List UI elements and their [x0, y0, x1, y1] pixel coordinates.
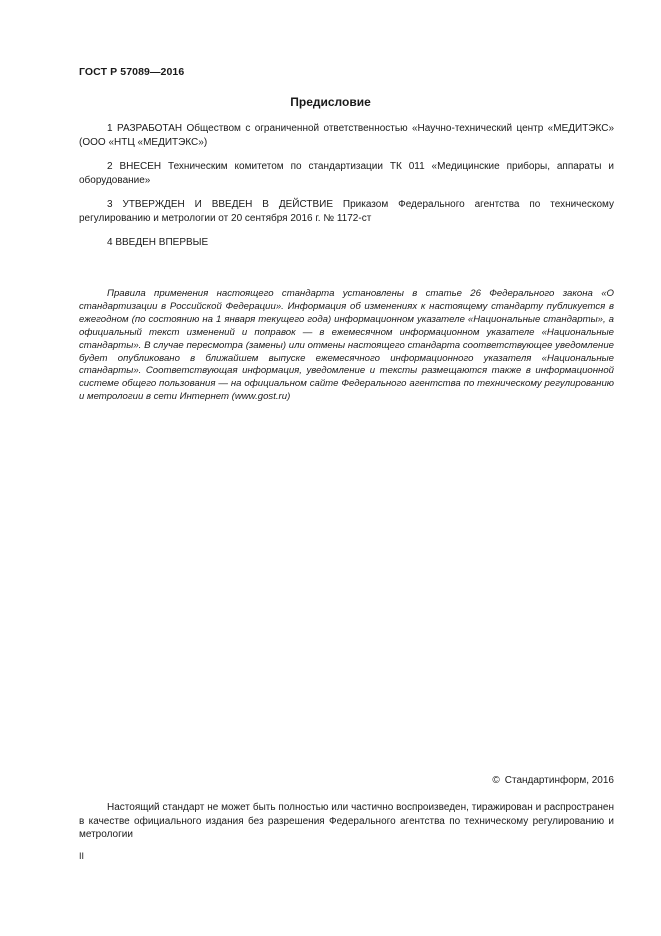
page-number: II [79, 851, 85, 861]
paragraph-approved: 3 УТВЕРЖДЕН И ВВЕДЕН В ДЕЙСТВИЕ Приказом Федерального агентства по техническому регулированию и метрологии от 20 сентября 2016 г. № 1172-ст [79, 199, 614, 224]
copyright-symbol: © [492, 775, 500, 786]
standard-code-header: ГОСТ Р 57089—2016 [79, 66, 185, 78]
copyright-line [492, 775, 614, 786]
legal-notice: Настоящий стандарт не может быть полностью или частично воспроизведен, тиражирован и распространен в качестве официального издания без разрешения Федерального агентства по техническому регулированию и метрологии [79, 802, 614, 840]
paragraph-introduced-by: 2 ВНЕСЕН Техническим комитетом по стандартизации ТК 011 «Медицинские приборы, аппараты и оборудование» [79, 161, 614, 186]
page-title: Предисловие [290, 95, 371, 109]
paragraph-developed-by: 1 РАЗРАБОТАН Обществом с ограниченной ответственностью «Научно-технический центр «МЕДИТЭКС» (ООО «НТЦ «МЕДИТЭКС») [79, 123, 614, 148]
paragraph-first-introduced: 4 ВВЕДЕН ВПЕРВЫЕ [107, 237, 209, 248]
application-rules-note: Правила применения настоящего стандарта установлены в статье 26 Федерального закона «О стандартизации в Российской Федерации». Информация об изменениях к настоящему стандарту публикуется в ежегодном (по состоянию на 1 января текущего года) информационном указателе «Национальные стандарты», а официальный текст изменений и поправок — в ежемесячном информационном указателе «Национальные стандарты». В случае пересмотра (замены) или отмены настоящего стандарта соответствующее уведомление будет опубликовано в ближайшем выпуске ежемесячного информационного указателя «Национальные стандарты». Соответствующая информация, уведомление и тексты размещаются также в информационной системе общего пользования — на официальном сайте Федерального агентства по техническому регулированию и метрологии в сети Интернет (www.gost.ru) [79, 288, 614, 403]
copyright-text: Стандартинформ, 2016 [504, 775, 614, 786]
